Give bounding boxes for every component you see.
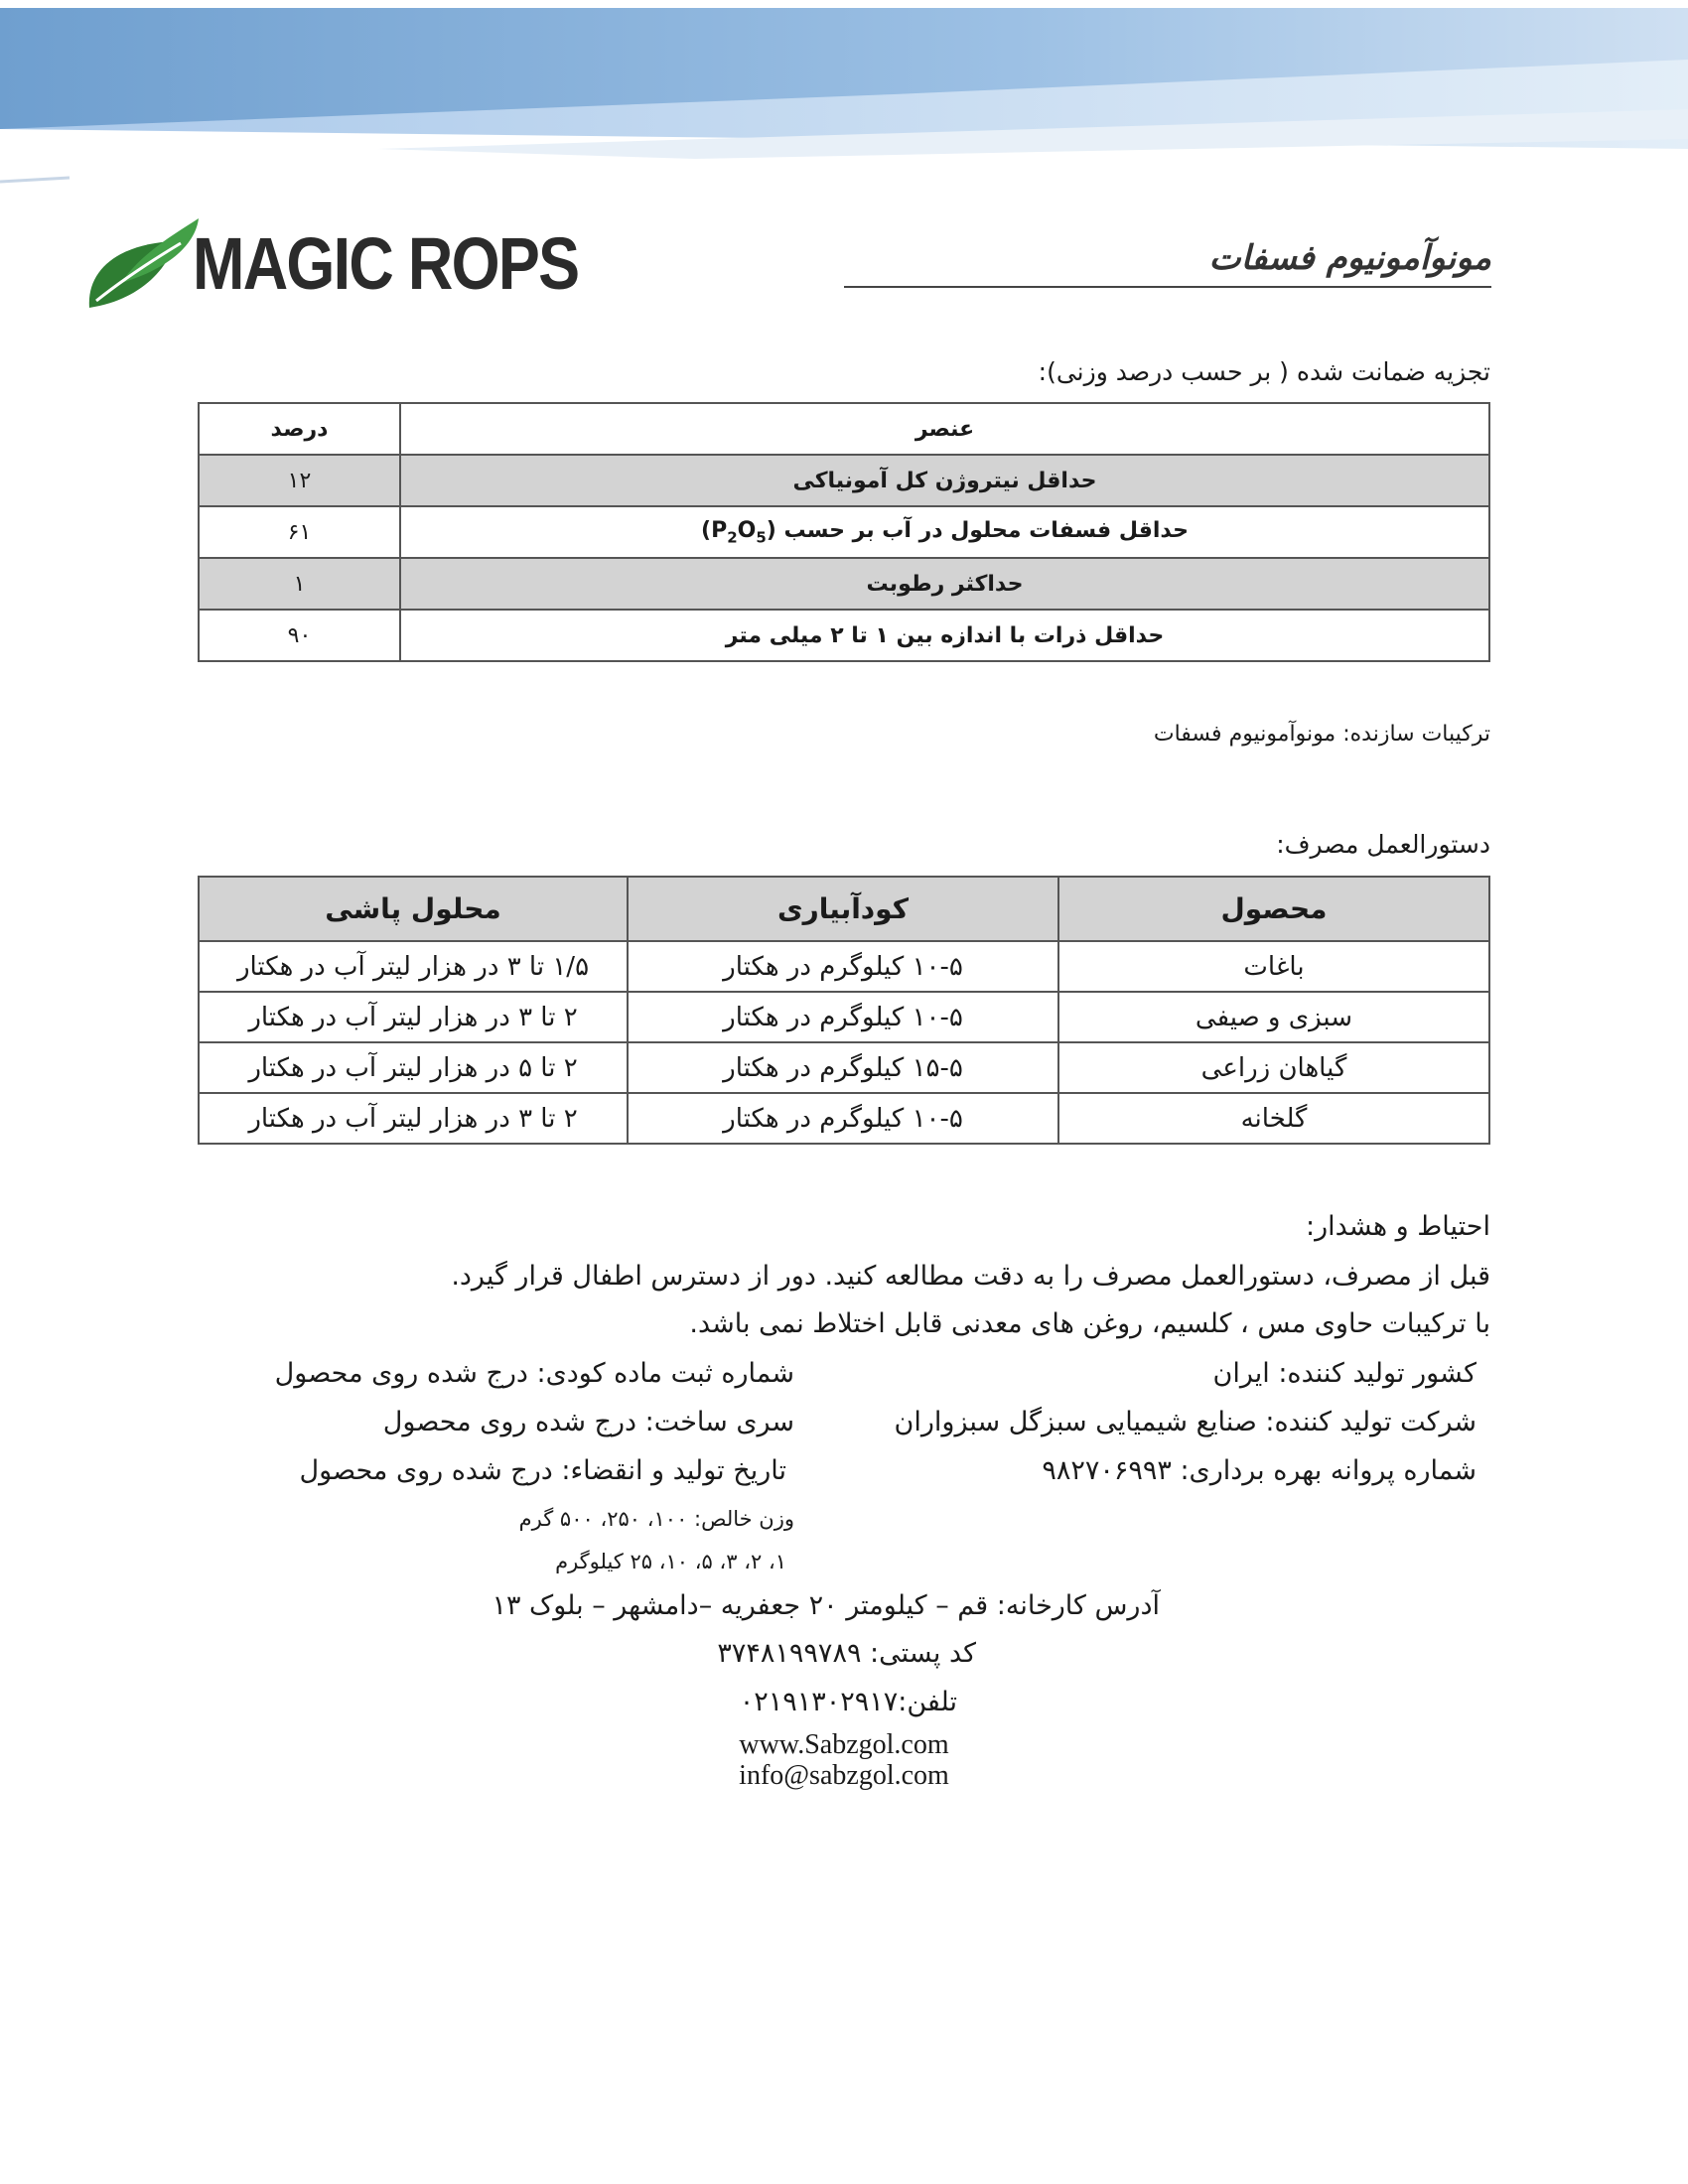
- element-name: حداقل نیتروژن کل آمونیاکی: [400, 455, 1489, 506]
- table-header-row: [199, 403, 1489, 455]
- column-header-spray: محلول پاشی: [199, 877, 628, 941]
- license-text: شماره پروانه بهره برداری: ۹۸۲۷۰۶۹۹۳: [1042, 1455, 1477, 1486]
- spray-cell: ۲ تا ۳ در هزار لیتر آب در هکتار: [199, 1093, 628, 1144]
- net-weight-grams: وزن خالص: ۱۰۰، ۲۵۰، ۵۰۰ گرم: [518, 1507, 794, 1531]
- country-text: کشور تولید کننده: ایران: [1212, 1358, 1477, 1389]
- element-percent: ۱: [199, 558, 400, 610]
- element-percent: ۱۲: [199, 455, 400, 506]
- email-link[interactable]: info@sabzgol.com: [739, 1760, 949, 1791]
- table-row: [199, 992, 1489, 1042]
- magic-crops-logo: [81, 213, 578, 323]
- factory-address: آدرس کارخانه: قم – کیلومتر ۲۰ جعفریه –دامشهر – بلوک ۱۳: [492, 1590, 1160, 1621]
- analysis-heading: تجزیه ضمانت شده ( بر حسب درصد وزنی):: [1038, 357, 1490, 386]
- column-header-fertigation: کودآبیاری: [628, 877, 1058, 941]
- table-header-row: [199, 877, 1489, 941]
- net-weight-kilograms: ۱، ۲، ۳، ۵، ۱۰، ۲۵ کیلوگرم: [555, 1550, 786, 1573]
- postal-code: کد پستی: ۳۷۴۸۱۹۹۷۸۹: [717, 1638, 976, 1669]
- company-text: شرکت تولید کننده: صنایع شیمیایی سبزگل سبزواران: [894, 1407, 1477, 1437]
- fertigation-cell: ۱۵-۵ کیلوگرم در هکتار: [628, 1042, 1058, 1093]
- logo-text: MAGIC ROPS: [193, 222, 579, 305]
- dates-text: تاریخ تولید و انقضاء: درج شده روی محصول: [299, 1455, 786, 1486]
- warning-line-2: با ترکیبات حاوی مس ، کلسیم، روغن های معدنی قابل اختلاط نمی باشد.: [689, 1308, 1490, 1339]
- usage-table: [198, 876, 1490, 1145]
- leaf-icon: [81, 213, 201, 318]
- table-row: [199, 455, 1489, 506]
- column-header-element: عنصر: [400, 403, 1489, 455]
- fertigation-cell: ۱۰-۵ کیلوگرم در هکتار: [628, 941, 1058, 992]
- spray-cell: ۲ تا ۳ در هزار لیتر آب در هکتار: [199, 992, 628, 1042]
- website-link[interactable]: www.Sabzgol.com: [739, 1729, 949, 1760]
- table-row: [199, 610, 1489, 661]
- warning-heading: احتیاط و هشدار:: [1305, 1211, 1490, 1242]
- product-cell: باغات: [1058, 941, 1489, 992]
- title-underline: [844, 286, 1491, 288]
- product-cell: گیاهان زراعی: [1058, 1042, 1489, 1093]
- usage-heading: دستورالعمل مصرف:: [1276, 830, 1490, 859]
- element-name: حداکثر رطوبت: [400, 558, 1489, 610]
- spray-cell: ۲ تا ۵ در هزار لیتر آب در هکتار: [199, 1042, 628, 1093]
- analysis-table: [198, 402, 1490, 662]
- registration-text: شماره ثبت ماده کودی: درج شده روی محصول: [274, 1358, 794, 1389]
- element-percent: ۶۱: [199, 506, 400, 558]
- composition-text: ترکیبات سازنده: مونوآمونیوم فسفات: [1153, 722, 1490, 747]
- product-cell: گلخانه: [1058, 1093, 1489, 1144]
- element-name: حداقل ذرات با اندازه بین ۱ تا ۲ میلی متر: [400, 610, 1489, 661]
- element-percent: ۹۰: [199, 610, 400, 661]
- page-title: مونوآمونیوم فسفات: [1208, 238, 1491, 278]
- table-row: [199, 1042, 1489, 1093]
- table-row: [199, 558, 1489, 610]
- table-row: [199, 506, 1489, 558]
- column-header-percent: درصد: [199, 403, 400, 455]
- header-banner: [0, 0, 1688, 199]
- column-header-product: محصول: [1058, 877, 1489, 941]
- element-name: حداقل فسفات محلول در آب بر حسب $(P_2O_5)$: [400, 506, 1489, 558]
- table-row: [199, 1093, 1489, 1144]
- fertigation-cell: ۱۰-۵ کیلوگرم در هکتار: [628, 992, 1058, 1042]
- spray-cell: ۱/۵ تا ۳ در هزار لیتر آب در هکتار: [199, 941, 628, 992]
- phone-number: تلفن:۰۲۱۹۱۳۰۲۹۱۷: [739, 1687, 957, 1717]
- product-cell: سبزی و صیفی: [1058, 992, 1489, 1042]
- warning-line-1: قبل از مصرف، دستورالعمل مصرف را به دقت مطالعه کنید. دور از دسترس اطفال قرار گیرد.: [451, 1261, 1490, 1292]
- table-row: [199, 941, 1489, 992]
- batch-text: سری ساخت: درج شده روی محصول: [382, 1407, 794, 1437]
- fertigation-cell: ۱۰-۵ کیلوگرم در هکتار: [628, 1093, 1058, 1144]
